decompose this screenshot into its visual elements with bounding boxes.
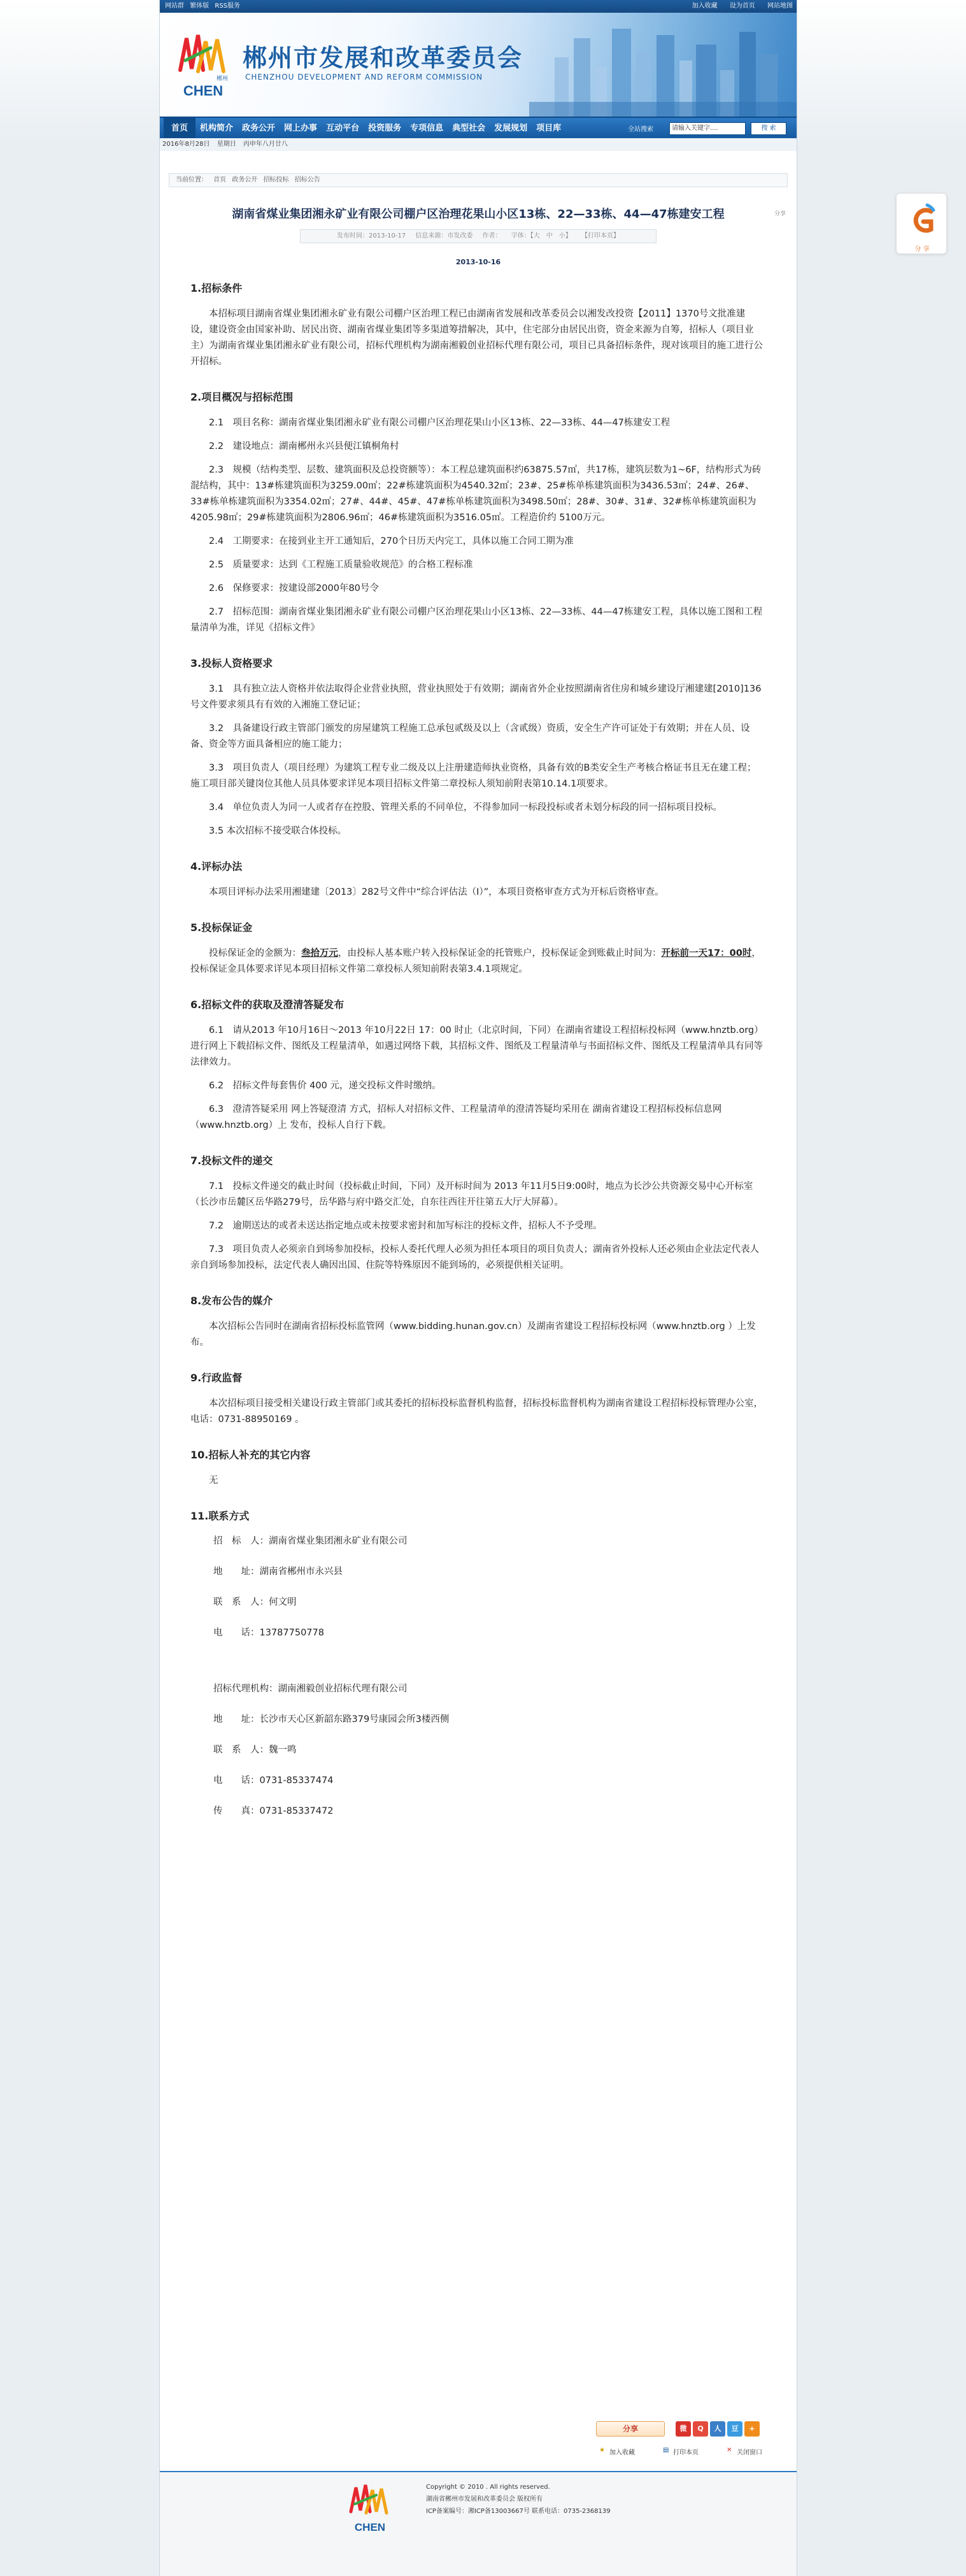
paragraph: 2.4 工期要求：在接到业主开工通知后，270个日历天内完工，具体以施工合同工期为准 xyxy=(209,536,574,546)
top-bar xyxy=(160,0,797,13)
section-heading: 1.招标条件 xyxy=(190,282,243,294)
contact-block-agency xyxy=(213,1682,764,1818)
paragraph: 3.1 具有独立法人资格并依法取得企业营业执照，营业执照处于有效期；湖南省外企业按照湖南省住房和城乡建设厅湘建建[2010]136号文件要求须具有有效的入湘施工登记证； xyxy=(190,684,762,710)
site-title: 郴州市发展和改革委员会 xyxy=(243,43,523,72)
link-site-group[interactable]: 网站群 xyxy=(165,3,184,10)
paragraph: 7.2 逾期送达的或者未送达指定地点或未按要求密封和加写标注的投标文件，招标人不予受理。 xyxy=(209,1221,602,1231)
paragraph: 7.1 投标文件递交的截止时间（投标截止时间，下同）及开标时间为 2013 年11月5日9:00时，地点为长沙公共资源交易中心开标室（长沙市岳麓区岳华路279号，岳华路与府中路交汇处，自东往西往开往第五大厅大屏幕）。 xyxy=(190,1181,753,1207)
link-sitemap[interactable]: 网站地图 xyxy=(767,3,793,10)
page-tools xyxy=(599,2447,778,2458)
paragraph: 6.2 招标文件每套售价 400 元，递交投标文件时缴纳。 xyxy=(209,1081,441,1091)
logo-small-text: 郴州 xyxy=(216,76,229,82)
share-logo-icon xyxy=(908,201,936,239)
article-meta xyxy=(300,229,657,243)
share-link[interactable]: 分享 xyxy=(774,211,786,217)
section-heading: 11.联系方式 xyxy=(190,1510,250,1522)
footer-icp: ICP备案编号：湘ICP备13003667号 联系电话：0735-2368139 xyxy=(426,2508,611,2515)
logo-icon[interactable] xyxy=(173,25,233,102)
breadcrumb-notice[interactable]: 招标公告 xyxy=(294,176,320,183)
contact-line: 电 话：0731-85337474 xyxy=(213,1775,334,1786)
nav-investment[interactable]: 投资服务 xyxy=(368,124,402,133)
douban-icon[interactable]: 豆 xyxy=(727,2421,742,2437)
paragraph: 2.5 质量要求：达到《工程施工质量验收规范》的合格工程标准 xyxy=(209,560,473,570)
breadcrumb-gov[interactable]: 政务公开 xyxy=(232,176,258,183)
paragraph: 本招标项目湖南省煤业集团湘永矿业有限公司棚户区治理工程已由湖南省发展和改革委员会以湘发改投资【2011】1370号文批准建设，建设资金由国家补助、居民出资、湖南省煤业集团等多渠道筹措解决，其中，住宅部分由居民出资，资金来源为自筹，招标人（项目业主）为湖南省煤业集团湘永矿业有限公司，招标代理机构为湖南湘毅创业招标代理有限公司，项目已具备招标条件，现对该项目的施工进行公开招标。 xyxy=(190,309,763,367)
paragraph: 2.1 项目名称：湖南省煤业集团湘永矿业有限公司棚户区治理花果山小区13栋、22—33栋、44—47栋建安工程 xyxy=(209,418,671,428)
site-search-label: 全站搜索 xyxy=(628,126,653,133)
section-heading: 8.发布公告的媒介 xyxy=(190,1295,273,1307)
logo-text: CHEN xyxy=(183,83,224,99)
nav-planning[interactable]: 发展规划 xyxy=(494,124,528,133)
text-run: 投标保证金的金额为： xyxy=(209,948,301,958)
text-run: ，投标保证金具体要求详见本项目招标文件第二章投标人须知前附表第3.4.1项规定。 xyxy=(190,948,761,974)
paragraph: 3.4 单位负责人为同一人或者存在控股、管理关系的不同单位，不得参加同一标段投标或者未划分标段的同一招标项目投标。 xyxy=(209,802,723,813)
star-icon: ★ xyxy=(599,2447,605,2454)
paragraph: 2.7 招标范围：湖南省煤业集团湘永矿业有限公司棚户区治理花果山小区13栋、22—33栋、44—47栋建安工程，具体以施工图和工程量清单为准，详见《招标文件》 xyxy=(190,607,763,633)
author: 作者： xyxy=(482,232,502,239)
paragraph: 2.6 保修要求：按建设部2000年80号令 xyxy=(209,583,379,594)
bond-amount: 叁拾万元 xyxy=(301,948,338,958)
breadcrumb-bidding[interactable]: 招标投标 xyxy=(263,176,289,183)
breadcrumb xyxy=(169,173,788,187)
section-heading: 2.项目概况与招标范围 xyxy=(190,391,294,403)
close-window-link[interactable]: 关闭窗口 xyxy=(737,2449,762,2456)
contact-line: 传 真：0731-85337472 xyxy=(213,1806,334,1816)
paragraph: 2.3 规模（结构类型、层数、建筑面积及总投资额等）：本工程总建筑面积约63875.57㎡，共17栋，建筑层数为1~6F，结构形式为砖混结构，其中：13#栋建筑面积为3259.00㎡；22#栋建筑面积为4540.32㎡；23#、25#栋单栋建筑面积为3436.53㎡；24#、26#、33#栋单栋建筑面积为3354.02㎡；27#、44#、45#、47#栋单栋建筑面积为3498.50㎡；28#、30#、31#、32#栋单栋建筑面积为4205.98㎡；29#栋建筑面积为2806.96㎡；46#栋建筑面积为3516.05㎡。工程造价约 5100万元。 xyxy=(190,465,762,523)
contact-line: 地 址：湖南省郴州市永兴县 xyxy=(213,1567,343,1577)
print-page-link[interactable]: 打印本页 xyxy=(673,2449,699,2456)
article-body xyxy=(190,280,764,1835)
close-icon: ✕ xyxy=(727,2447,732,2454)
paragraph: 无 xyxy=(209,1476,218,1486)
date-row xyxy=(160,138,797,151)
contact-line: 联 系 人：魏一鸣 xyxy=(213,1745,297,1755)
section-heading: 6.招标文件的获取及澄清答疑发布 xyxy=(190,999,344,1011)
paragraph: 3.3 项目负责人（项目经理）为建筑工程专业二级及以上注册建造师执业资格，具备有效的B类安全生产考核合格证书且无在建工程；施工项目部关键岗位其他人员具体要求详见本项目招标文件第二章投标人须知前附表第10.14.1项要求。 xyxy=(190,763,756,789)
main-nav xyxy=(160,117,797,138)
lunar-date: 丙申年八月廿八 xyxy=(243,141,288,148)
paragraph: 3.5 本次招标不接受联合体投标。 xyxy=(209,826,347,836)
footer-owner: 湖南省郴州市发展和改革委员会 版权所有 xyxy=(426,2496,543,2503)
qzone-icon[interactable]: Q xyxy=(693,2421,708,2437)
nav-gov-affairs[interactable]: 政务公开 xyxy=(242,124,276,133)
more-share-icon[interactable]: + xyxy=(744,2421,760,2437)
current-date: 2016年8月28日 xyxy=(162,141,210,148)
paragraph: 7.3 项目负责人必须亲自到场参加投标，投标人委托代理人必须为担任本项目的项目负责人；湖南省外投标人还必须由企业法定代表人亲自到场参加投标，法定代表人确因出国、住院等特殊原因不能到场的，必须提供相关证明。 xyxy=(190,1244,760,1270)
search-button[interactable]: 搜 索 xyxy=(751,122,786,135)
paragraph: 2.2 建设地点：湖南郴州永兴县便江镇桐角村 xyxy=(209,441,399,452)
link-add-favorite[interactable]: 加入收藏 xyxy=(692,3,718,10)
print-link[interactable]: 【打印本页】 xyxy=(581,232,620,239)
footer-logo-icon xyxy=(344,2479,395,2536)
link-rss[interactable]: RSS服务 xyxy=(215,3,241,10)
header-banner xyxy=(160,13,797,117)
link-set-homepage[interactable]: 设为首页 xyxy=(729,3,755,10)
paragraph xyxy=(190,946,764,978)
paragraph: 本项目评标办法采用湘建建〔2013〕282号文件中“综合评估法（Ⅰ）”，本项目资格审查方式为开标后资格审查。 xyxy=(209,887,664,897)
paragraph: 6.1 请从2013 年10月16日～2013 年10月22日 17：00 时止（北京时间，下同）在湖南省建设工程招标投标网（www.hnztb.org）进行网上下载招标文件、图纸及工程量清单，如遇过网络下载，其招标文件、图纸及工程量清单与书面招标文件、图纸及工程量清单具有同等法律效力。 xyxy=(190,1025,764,1067)
share-button[interactable]: 分享 xyxy=(596,2421,665,2437)
article-title: 湖南省煤业集团湘永矿业有限公司棚户区治理花果山小区13栋、22—33栋、44—47栋建安工程 xyxy=(232,208,725,221)
info-source: 信息来源：市发改委 xyxy=(415,232,473,239)
add-favorite-link[interactable]: 加入收藏 xyxy=(609,2449,635,2456)
copyright-text: Copyright © 2010 . All rights reserved. xyxy=(426,2484,550,2491)
font-size-control[interactable]: 字体：【大 中 小】 xyxy=(511,232,572,239)
nav-home[interactable]: 首页 xyxy=(164,118,195,139)
section-heading: 4.评标办法 xyxy=(190,860,243,872)
contact-line: 地 址：长沙市天心区新韶东路379号康园会所3楼西侧 xyxy=(213,1714,450,1725)
current-weekday: 星期日 xyxy=(217,141,236,148)
article-date: 2013-10-16 xyxy=(455,258,501,266)
link-traditional[interactable]: 繁体版 xyxy=(190,3,210,10)
page-wrapper xyxy=(159,0,797,2576)
breadcrumb-label: 当前位置： xyxy=(176,176,208,183)
share-toolbar xyxy=(596,2420,778,2438)
floating-share-widget[interactable] xyxy=(896,193,947,254)
floating-share-label: 分 享 xyxy=(914,246,930,253)
search-input[interactable]: 请输入关键字.... xyxy=(669,122,746,135)
nav-project-library[interactable]: 项目库 xyxy=(536,124,562,133)
paragraph: 3.2 具备建设行政主管部门颁发的房屋建筑工程施工总承包贰级及以上（含贰级）资质，安全生产许可证处于有效期；并在人员、设备、资金等方面具备相应的施工能力； xyxy=(190,723,750,750)
section-heading: 5.投标保证金 xyxy=(190,922,253,934)
nav-interaction[interactable]: 互动平台 xyxy=(326,124,360,133)
contact-block-tenderer xyxy=(213,1534,764,1640)
section-heading: 9.行政监督 xyxy=(190,1372,243,1384)
city-skyline-image xyxy=(529,13,797,117)
breadcrumb-home[interactable]: 首页 xyxy=(213,176,227,183)
contact-line: 招 标 人：湖南省煤业集团湘永矿业有限公司 xyxy=(213,1536,408,1546)
bond-deadline: 开标前一天17：00时 xyxy=(661,948,752,958)
text-run: ，由投标人基本账户转入投标保证金的托管账户，投标保证金到账截止时间为： xyxy=(338,948,662,958)
paragraph: 本次招标项目接受相关建设行政主管部门或其委托的招标投标监督机构监督，招标投标监督机构为湖南省建设工程招标投标管理办公室，电话：0731-88950169 。 xyxy=(190,1398,763,1425)
paragraph: 6.3 澄清答疑采用 网上答疑澄清 方式，招标人对招标文件、工程量清单的澄清答疑均采用在 湖南省建设工程招标投标信息网（www.hnztb.org）上 发布，投标人自行下载。 xyxy=(190,1104,722,1130)
contact-line: 招标代理机构：湖南湘毅创业招标代理有限公司 xyxy=(213,1684,408,1694)
nav-online-services[interactable]: 网上办事 xyxy=(284,124,318,133)
site-subtitle: CHENZHOU DEVELOPMENT AND REFORM COMMISSION xyxy=(245,73,483,82)
section-heading: 10.招标人补充的其它内容 xyxy=(190,1449,311,1461)
nav-about[interactable]: 机构简介 xyxy=(200,124,234,133)
paragraph: 本次招标公告同时在湖南省招标投标监管网（www.bidding.hunan.gov.cn）及湖南省建设工程招标投标网（www.hnztb.org ）上发布。 xyxy=(190,1321,756,1348)
nav-typical-society[interactable]: 典型社会 xyxy=(452,124,486,133)
section-heading: 3.投标人资格要求 xyxy=(190,657,273,669)
nav-special-info[interactable]: 专项信息 xyxy=(410,124,444,133)
publish-time: 发布时间：2013-10-17 xyxy=(337,232,406,239)
renren-icon[interactable]: 人 xyxy=(710,2421,725,2437)
section-heading: 7.投标文件的递交 xyxy=(190,1155,273,1167)
footer-logo-text: CHEN xyxy=(354,2521,386,2533)
footer xyxy=(160,2472,797,2576)
contact-line: 电 话：13787750778 xyxy=(213,1628,324,1638)
contact-line: 联 系 人：何文明 xyxy=(213,1597,297,1607)
printer-icon: ▤ xyxy=(663,2447,669,2454)
weibo-icon[interactable]: 微 xyxy=(676,2421,691,2437)
